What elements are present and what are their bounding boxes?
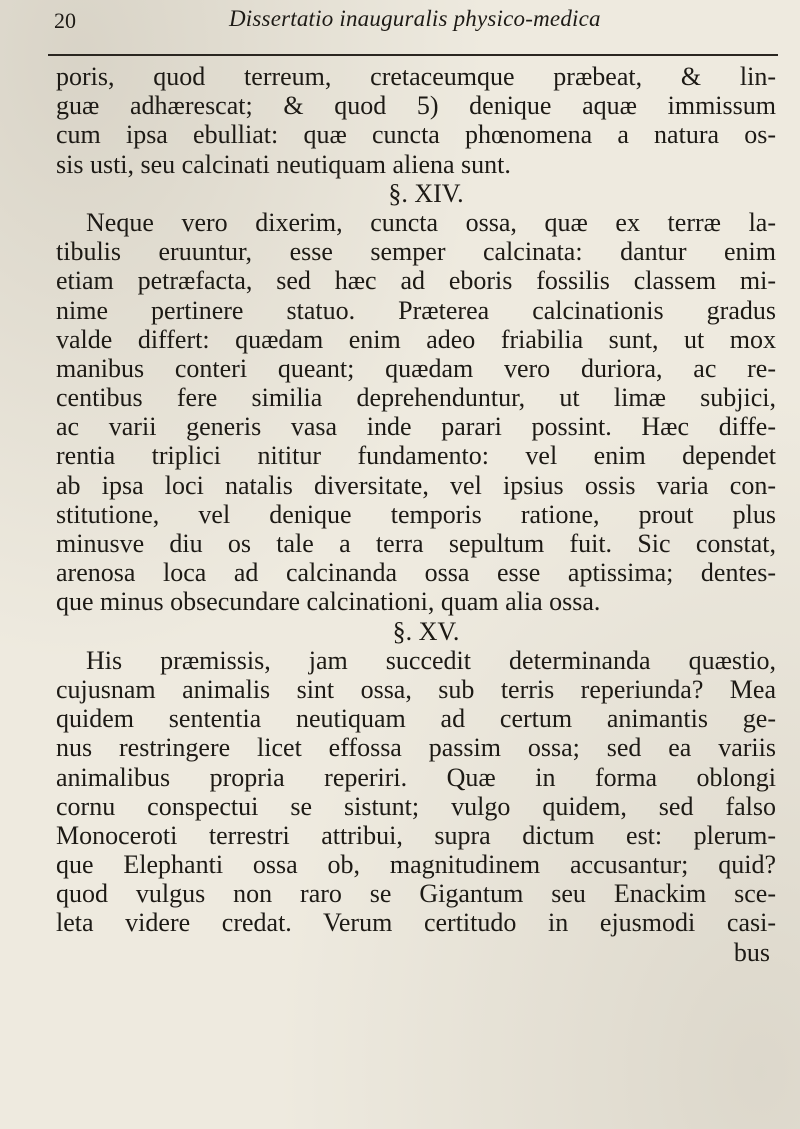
text-line: poris, quod terreum, cretaceumque præbeat, & lin- — [56, 62, 776, 91]
text-line: leta videre credat. Verum certitudo in ejusmodi casi- — [56, 908, 776, 938]
text-line: arenosa loca ad calcinanda ossa esse aptissima; dentes- — [56, 558, 776, 588]
text-line: quidem sententia neutiquam ad certum animantis ge- — [56, 704, 776, 734]
text-line: manibus conteri queant; quædam vero duriora, ac re- — [56, 353, 776, 383]
text-line: ab ipsa loci natalis diversitate, vel ipsius ossis varia con- — [56, 470, 776, 500]
text-line: valde differt: quædam enim adeo friabilia sunt, ut mox — [56, 324, 776, 354]
catchword: bus — [733, 937, 770, 967]
section-heading: §. XIV. — [388, 178, 464, 208]
text-line: que Elephanti ossa ob, magnitudinem accusantur; quid? — [56, 850, 776, 880]
text-line: ac varii generis vasa inde parari possint. Hæc diffe- — [56, 412, 776, 442]
text-line: nus restringere licet effossa passim ossa; sed ea variis — [56, 733, 776, 763]
text-line: cujusnam animalis sint ossa, sub terris reperiunda? Mea — [56, 674, 776, 704]
body-text — [56, 62, 776, 967]
text-line: animalibus propria reperiri. Quæ in forma oblongi — [56, 762, 776, 792]
text-line: rentia triplici nititur fundamento: vel enim dependet — [56, 441, 776, 471]
text-line: etiam petræfacta, sed hæc ad eboris fossilis classem mi- — [56, 266, 776, 296]
section-heading: §. XV. — [392, 616, 460, 646]
text-line: centibus fere similia deprehenduntur, ut limæ subjici, — [56, 383, 776, 413]
page-header — [44, 2, 784, 52]
text-line: quod vulgus non raro se Gigantum seu Enackim sce- — [56, 879, 776, 909]
header-rule — [48, 54, 778, 56]
text-line: nime pertinere statuo. Præterea calcinationis gradus — [56, 295, 776, 325]
page-number: 20 — [54, 8, 76, 33]
text-line: que minus obsecundare calcinationi, quam alia ossa. — [56, 587, 601, 617]
text-line: guæ adhærescat; & quod 5) denique aquæ immissum — [56, 91, 776, 121]
text-line: sis usti, seu calcinati neutiquam aliena sunt. — [56, 149, 511, 179]
text-line: minusve diu os tale a terra sepultum fuit. Sic constat, — [56, 529, 776, 558]
text-line: cum ipsa ebulliat: quæ cuncta phœnomena a natura os- — [56, 120, 776, 150]
text-line: tibulis eruuntur, esse semper calcinata: dantur enim — [56, 237, 776, 267]
paragraph-first-line: Neque vero dixerim, cuncta ossa, quæ ex terræ la- — [86, 207, 776, 237]
paragraph-first-line: His præmissis, jam succedit determinanda quæstio, — [86, 645, 776, 675]
text-line: Monoceroti terrestri attribui, supra dictum est: plerum- — [56, 820, 776, 850]
text-line: cornu conspectui se sistunt; vulgo quidem, sed falso — [56, 791, 776, 821]
text-line: stitutione, vel denique temporis ratione, prout plus — [56, 499, 776, 529]
running-head: Dissertatio inauguralis physico-medica — [229, 6, 601, 31]
